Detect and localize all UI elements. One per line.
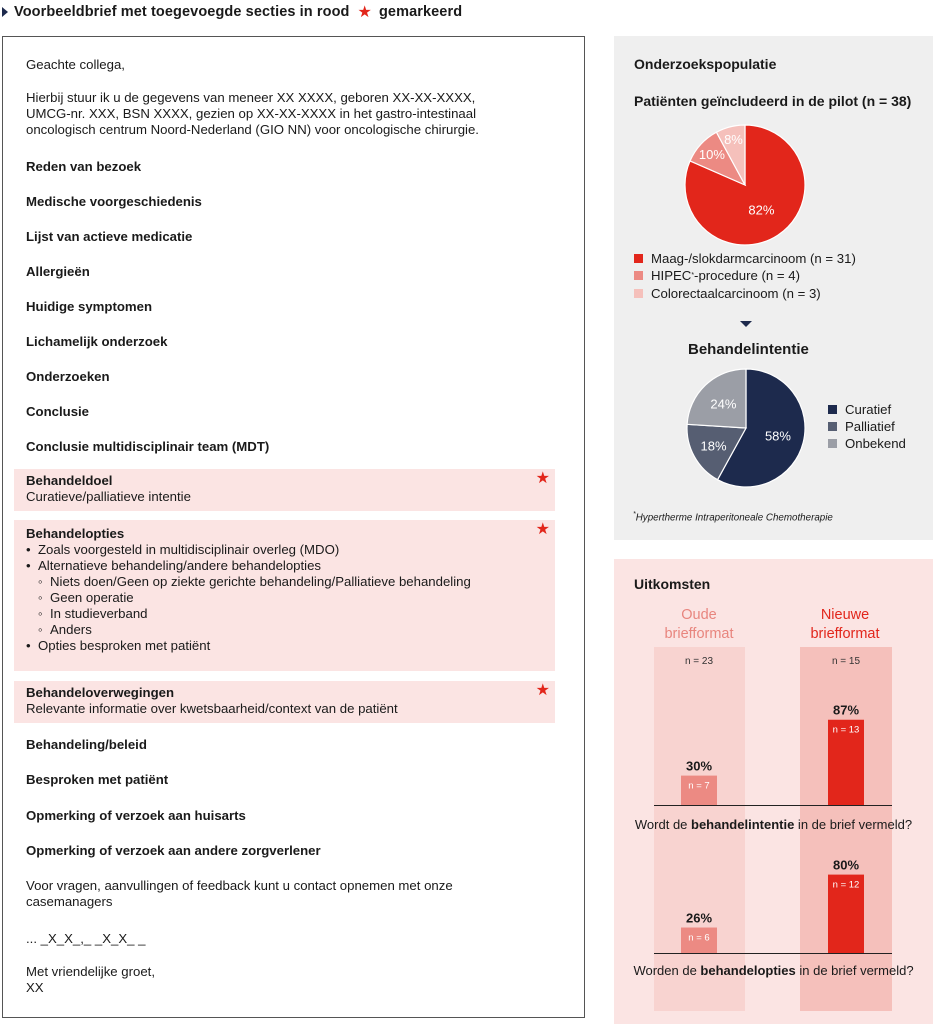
triangle-down-icon [740,321,752,327]
letter-section: Medische voorgeschiedenis [26,194,202,209]
example-letter [2,36,585,1018]
star-icon: ★ [535,682,550,699]
pie-slice-label: 8% [724,131,743,147]
outcomes-title: Uitkomsten [634,576,711,592]
old-n-label: n = 23 [684,656,714,667]
question-1: Wordt de behandelintentie in de brief vermeld? [634,817,913,832]
letter-section: Allergieën [26,264,90,279]
old-bar-count-label: n = 7 [688,780,710,792]
letter-section: Opmerking of verzoek aan huisarts [26,808,246,823]
list-item: ◦ Geen operatie [38,590,134,605]
section-title: Behandeldoel [26,473,113,488]
letter-section: Opmerking of verzoek aan andere zorgverlener [26,843,321,858]
legend-item: Curatief [828,402,891,417]
legend-swatch [634,289,643,298]
list-item: • Zoals voorgesteld in multidisciplinair overleg (MDO) [26,542,340,557]
letter-salutation: Geachte collega, [26,57,125,72]
letter-contact-line2: casemanagers [26,894,113,909]
letter-section: Onderzoeken [26,369,110,384]
population-title: Onderzoekspopulatie [634,56,777,72]
new-n-label: n = 15 [831,656,861,667]
star-icon: ★ [535,470,550,487]
old-bar-pct-label: 30% [685,758,713,774]
legend-swatch [828,439,837,448]
triangle-right-icon [2,7,8,17]
list-item: ◦ Anders [38,622,92,637]
legend-swatch [828,405,837,414]
star-icon: ★ [535,521,550,538]
old-bar-count-label: n = 6 [688,932,710,944]
pie-slice-label: 82% [748,202,775,218]
letter-intro-line3: oncologisch centrum Noord-Nederland (GIO NN) voor oncologische chirurgie. [26,122,479,137]
legend-swatch [634,271,643,280]
legend-item: Maag-/slokdarmcarcinoom (n = 31) [634,251,856,266]
header-title-part2: gemarkeerd [378,4,463,20]
letter-section: Conclusie multidisciplinair team (MDT) [26,439,270,454]
header-title-part1: Voorbeeldbrief met toegevoegde secties in rood [14,4,350,20]
letter-closing: Met vriendelijke groet, [26,964,156,979]
star-icon: ★ [357,4,372,21]
old-format-header: Oude briefformat [664,607,734,642]
letter-section: Conclusie [26,404,90,419]
legend-item: Palliatief [828,419,895,434]
legend-swatch [828,422,837,431]
section-title: Behandeloverwegingen [26,685,175,700]
letter-section: Besproken met patiënt [26,772,169,787]
new-format-header: Nieuwe briefformat [810,607,880,642]
list-item: ◦ In studieverband [38,606,148,621]
old-bar-pct-label: 26% [685,910,713,926]
letter-section: Reden van bezoek [26,159,142,174]
section-title: Behandelopties [26,526,125,541]
population-subtitle: Patiënten geïncludeerd in de pilot (n = 38) [634,93,912,109]
letter-signature: XX [26,980,44,995]
section-text: Relevante informatie over kwetsbaarheid/context van de patiënt [26,701,398,716]
new-bar-pct-label: 80% [832,857,860,873]
pie-slice-label: 18% [700,438,727,454]
page-header [0,2,462,22]
letter-section: Huidige symptomen [26,299,153,314]
legend-swatch [634,254,643,263]
pie-slice-label: 24% [710,396,737,412]
outcomes-bar-chart [614,559,933,1024]
new-bar-count-label: n = 12 [832,879,860,891]
legend-item: Colorectaalcarcinoom (n = 3) [634,286,821,301]
population-pie-chart [683,123,807,247]
letter-intro-line2: UMCG-nr. XXX, BSN XXXX, gezien op XX-XX-XXXX in het gastro-intestinaal [26,106,477,121]
letter-intro-line1: Hierbij stuur ik u de gegevens van meneer XX XXXX, geboren XX-XX-XXXX, [26,90,476,105]
list-item: • Opties besproken met patiënt [26,638,211,653]
intent-pie-chart [685,367,807,489]
section-text: Curatieve/palliatieve intentie [26,489,191,504]
added-section-behandeloverwegingen [14,681,555,723]
letter-section: Behandeling/beleid [26,737,147,752]
new-bar-pct-label: 87% [832,702,860,718]
footnote: *Hypertherme Intraperitoneale Chemotherapie [633,511,833,524]
added-section-behandeldoel [14,469,555,511]
letter-contact-line3: ... _X_X_,_ _X_X_ _ [26,931,146,946]
letter-section: Lijst van actieve medicatie [26,229,193,244]
pie-slice-label: 58% [764,428,791,444]
legend-item: HIPEC * -procedure (n = 4) [634,268,800,283]
intent-title: Behandelintentie [688,341,809,358]
list-item: ◦ Niets doen/Geen op ziekte gerichte behandeling/Palliatieve behandeling [38,574,471,589]
new-bar-count-label: n = 13 [832,724,860,736]
list-item: • Alternatieve behandeling/andere behandelopties [26,558,322,573]
pie-slice-label: 10% [698,147,725,163]
question-2: Worden de behandelopties in de brief vermeld? [633,963,914,978]
legend-item: Onbekend [828,436,906,451]
letter-contact-line1: Voor vragen, aanvullingen of feedback kunt u contact opnemen met onze [26,878,453,893]
letter-section: Lichamelijk onderzoek [26,334,168,349]
added-section-behandelopties [14,520,555,671]
